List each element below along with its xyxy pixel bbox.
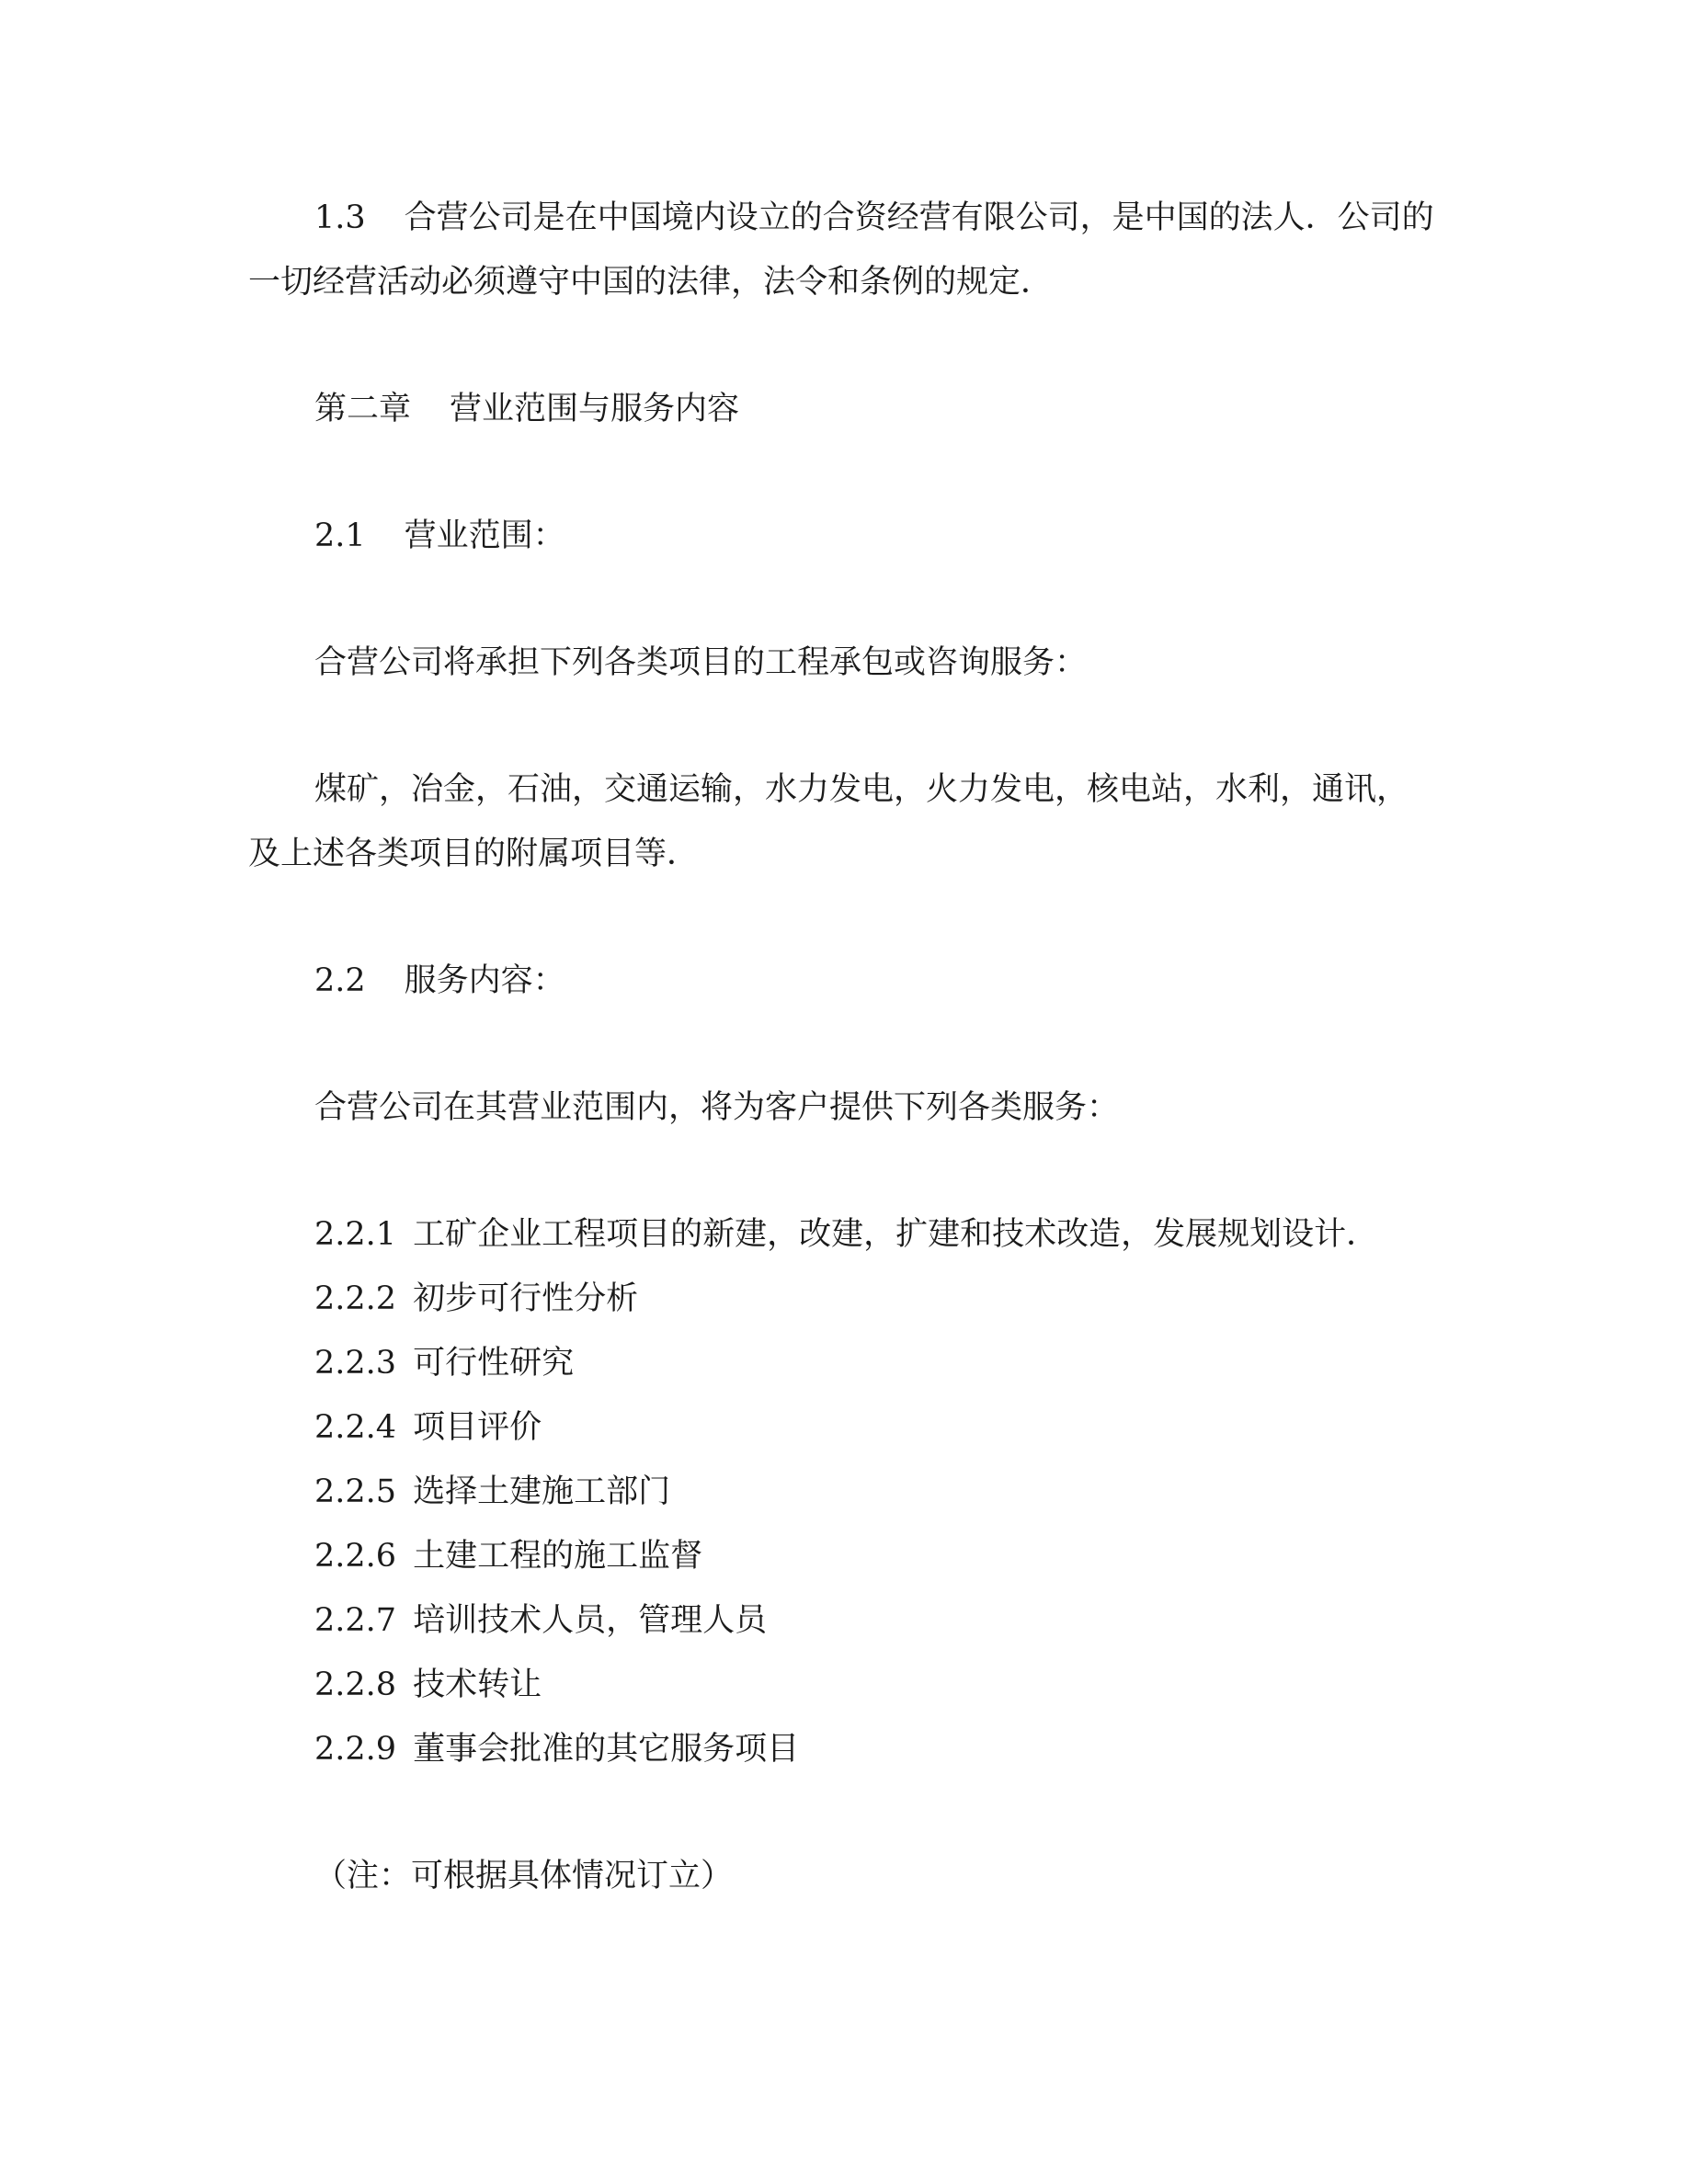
section-2-1-heading — [314, 520, 565, 552]
paragraph-text: 合营公司将承担下列各类项目的工程承包或咨询服务： — [314, 644, 1088, 681]
list-item — [314, 1473, 671, 1510]
item-text: 选择土建施工部门 — [413, 1473, 671, 1510]
list-item — [314, 1216, 1379, 1253]
item-text: 可行性研究 — [413, 1345, 575, 1382]
item-text: 初步可行性分析 — [413, 1280, 639, 1317]
section-title: 营业范围： — [404, 518, 565, 554]
item-number: 2.2.1 — [314, 1216, 397, 1253]
list-item — [314, 1538, 703, 1575]
section-number: 1.3 — [314, 199, 366, 236]
chapter-label: 第二章 — [314, 391, 412, 427]
section-text: 合营公司是在中国境内设立的合资经营有限公司，是中国的法人．公司的 — [404, 199, 1434, 236]
list-item — [314, 1731, 800, 1768]
list-item — [314, 1602, 768, 1639]
item-number: 2.2.3 — [314, 1345, 397, 1382]
item-number: 2.2.7 — [314, 1602, 397, 1639]
section-2-2-heading — [314, 962, 565, 999]
section-number: 2.2 — [314, 962, 366, 999]
paragraph-text: 合营公司在其营业范围内，将为客户提供下列各类服务： — [314, 1089, 1120, 1126]
section-number: 2.1 — [314, 518, 366, 554]
section-2-2-intro — [314, 1089, 1120, 1126]
paragraph-text: 及上述各类项目的附属项目等． — [248, 836, 700, 872]
item-number: 2.2.6 — [314, 1538, 397, 1575]
list-item — [314, 1280, 639, 1317]
chapter-title: 营业范围与服务内容 — [450, 391, 740, 427]
item-number: 2.2.4 — [314, 1409, 397, 1446]
section-text: 一切经营活动必须遵守中国的法律，法令和条例的规定． — [248, 264, 1054, 301]
item-number: 2.2.9 — [314, 1731, 397, 1768]
item-text: 项目评价 — [413, 1409, 542, 1446]
chapter-heading — [314, 393, 739, 426]
list-item — [314, 1409, 542, 1446]
item-text: 工矿企业工程项目的新建，改建，扩建和技术改造，发展规划设计． — [413, 1216, 1379, 1253]
section-1-3-line-1 — [314, 199, 1434, 236]
note — [314, 1860, 733, 1893]
paragraph-text: 煤矿，冶金，石油，交通运输，水力发电，火力发电，核电站，水利，通讯， — [314, 771, 1409, 808]
section-title: 服务内容： — [404, 962, 565, 999]
section-2-1-items-line-2 — [248, 838, 699, 870]
item-number: 2.2.8 — [314, 1666, 397, 1703]
section-2-1-intro — [314, 644, 1088, 681]
item-text: 董事会批准的其它服务项目 — [413, 1731, 800, 1768]
list-item — [314, 1666, 542, 1703]
item-text: 技术转让 — [413, 1666, 542, 1703]
item-text: 培训技术人员，管理人员 — [413, 1602, 768, 1639]
list-item — [314, 1345, 575, 1382]
section-2-1-items-line-1 — [314, 771, 1409, 808]
item-number: 2.2.5 — [314, 1473, 397, 1510]
item-text: 土建工程的施工监督 — [413, 1538, 703, 1575]
section-1-3-line-2 — [248, 264, 1054, 301]
item-number: 2.2.2 — [314, 1280, 397, 1317]
note-text: （注：可根据具体情况订立） — [314, 1858, 734, 1894]
